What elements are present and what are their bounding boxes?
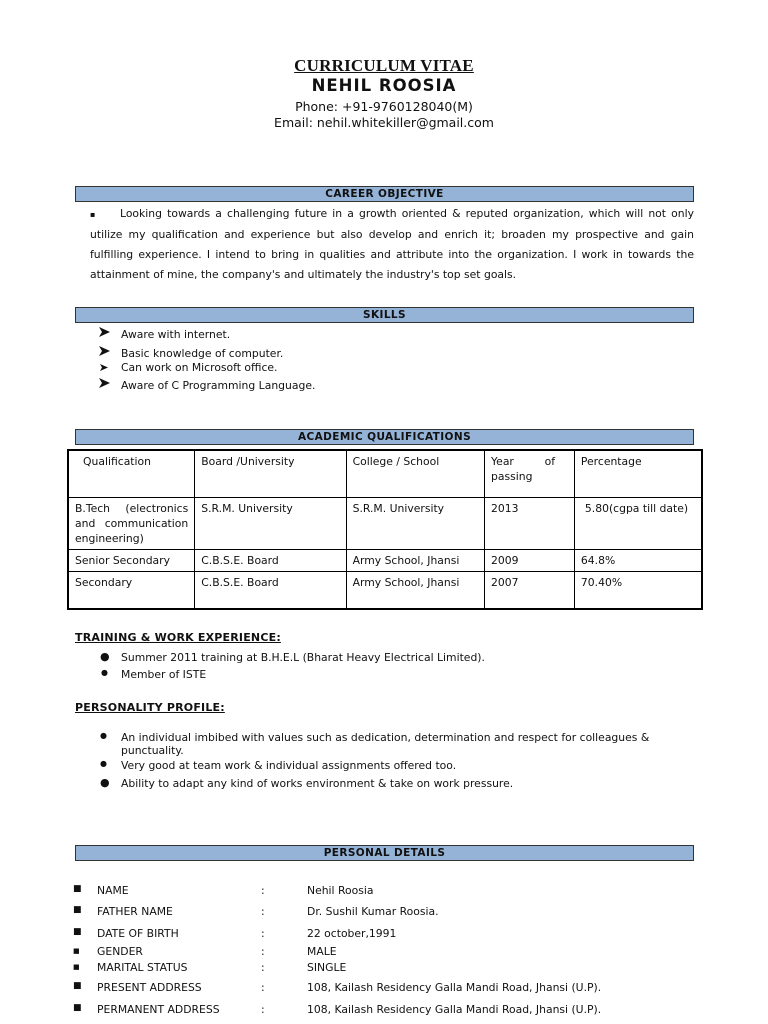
column-header: Board /University <box>195 450 346 498</box>
candidate-name: NEHIL ROOSIA <box>311 76 457 95</box>
training-heading: TRAINING & WORK EXPERIENCE: <box>75 631 281 644</box>
column-header: Year of passing <box>485 450 575 498</box>
detail-row-father-name: ■ FATHER NAME : Dr. Sushil Kumar Roosia. <box>73 905 439 918</box>
square-bullet-icon: ▪ <box>90 210 96 219</box>
detail-row-permanent-address: ■ PERMANENT ADDRESS : 108, Kailash Residency Galla Mandi Road, Jhansi (U.P). <box>73 1003 602 1016</box>
arrowhead-bullet-icon <box>99 362 109 375</box>
detail-row-marital-status: ■ MARITAL STATUS : SINGLE <box>73 961 347 974</box>
square-bullet-icon: ■ <box>73 927 82 937</box>
round-bullet-icon: ● <box>100 650 110 663</box>
table-header-row <box>68 450 702 498</box>
column-header: Percentage <box>574 450 702 498</box>
table-cell: Army School, Jhansi <box>346 550 484 572</box>
detail-row-name: ■ NAME : Nehil Roosia <box>73 884 374 897</box>
career-objective-heading: CAREER OBJECTIVE <box>75 186 694 202</box>
round-bullet-icon: ● <box>101 668 108 677</box>
table-row <box>68 550 702 572</box>
academic-qualifications-heading: ACADEMIC QUALIFICATIONS <box>75 429 694 445</box>
square-bullet-icon: ■ <box>73 1003 82 1013</box>
table-cell: S.R.M. University <box>346 498 484 550</box>
email-address: Email: nehil.whitekiller@gmail.com <box>274 115 494 130</box>
table-cell: 64.8% <box>574 550 702 572</box>
phone-number: Phone: +91-9760128040(M) <box>295 99 473 114</box>
square-bullet-icon: ■ <box>73 884 82 894</box>
arrowhead-bullet-icon <box>98 326 111 341</box>
table-row <box>68 572 702 610</box>
personality-heading: PERSONALITY PROFILE: <box>75 701 225 714</box>
detail-row-date-of-birth: ■ DATE OF BIRTH : 22 october,1991 <box>73 927 397 940</box>
square-bullet-icon: ■ <box>73 905 82 915</box>
table-cell: C.B.S.E. Board <box>195 550 346 572</box>
table-cell: B.Tech (electronics and communication engineering) <box>75 502 189 545</box>
table-cell: S.R.M. University <box>195 498 346 550</box>
skills-heading: SKILLS <box>75 307 694 323</box>
detail-row-gender: ■ GENDER : MALE <box>73 945 337 958</box>
table-cell: 2013 <box>485 498 575 550</box>
table-cell: 2007 <box>485 572 575 610</box>
round-bullet-icon: ● <box>100 776 110 789</box>
academic-table <box>67 449 703 610</box>
arrowhead-bullet-icon <box>98 377 111 392</box>
square-bullet-icon: ■ <box>73 981 82 991</box>
table-cell: 2009 <box>485 550 575 572</box>
table-cell: 70.40% <box>574 572 702 610</box>
table-cell: Army School, Jhansi <box>346 572 484 610</box>
table-cell: 5.80(cgpa till date) <box>574 498 702 550</box>
table-cell: Senior Secondary <box>68 550 195 572</box>
square-bullet-icon: ■ <box>73 947 80 955</box>
table-cell: Secondary <box>68 572 195 610</box>
arrowhead-bullet-icon <box>98 345 111 360</box>
table-row <box>68 498 702 550</box>
career-objective-paragraph: Looking towards a challenging future in a growth oriented & reputed organization, which will not only utilize my qualification and experience but also develop and enrich it; broaden my prospective and gain fulfilling experience. I intend to bring in qualities and attribute into the organization. I work in towards the attainment of mine, the company's and ultimately the industry's top set goals. <box>90 207 694 281</box>
square-bullet-icon: ■ <box>73 963 80 971</box>
table-cell: C.B.S.E. Board <box>195 572 346 610</box>
document-title: CURRICULUM VITAE <box>294 56 474 75</box>
column-header: College / School <box>346 450 484 498</box>
personal-details-heading: PERSONAL DETAILS <box>75 845 694 861</box>
round-bullet-icon: ● <box>100 759 107 768</box>
detail-row-present-address: ■ PRESENT ADDRESS : 108, Kailash Residency Galla Mandi Road, Jhansi (U.P). <box>73 981 602 994</box>
column-header: Qualification <box>68 450 195 498</box>
career-objective-text <box>90 204 694 285</box>
round-bullet-icon: ● <box>100 731 107 740</box>
